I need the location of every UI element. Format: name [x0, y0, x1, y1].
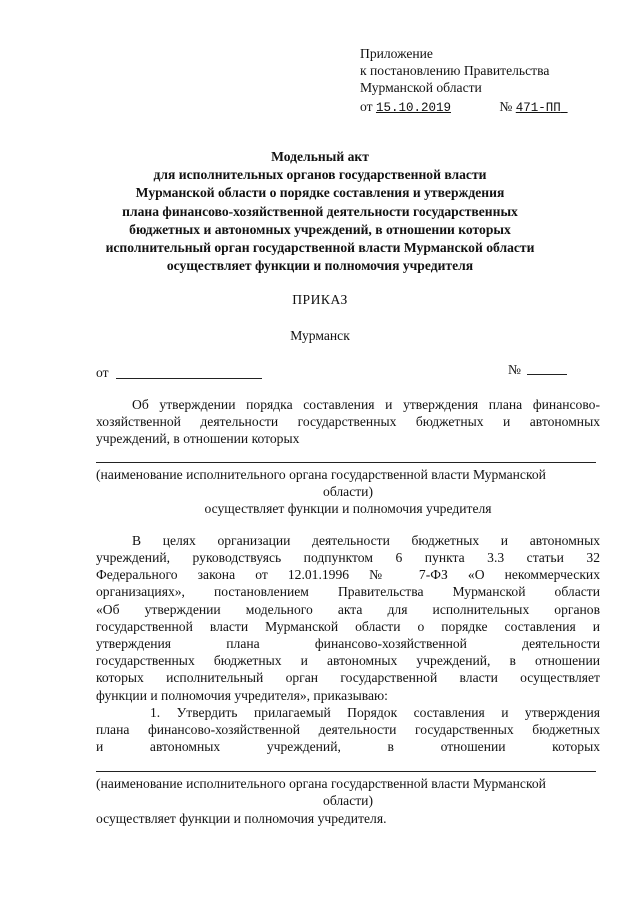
subject-line: учреждений, в отношении которых: [96, 431, 300, 446]
subject-line: хозяйственной деятельности государственных бюджетных и автономных: [96, 414, 600, 429]
body-line: 1. Утвердить прилагаемый Порядок составления и утверждения: [150, 705, 600, 720]
body-line: государственных бюджетных и автономных учреждений, в отношении: [96, 653, 600, 668]
body-line: В целях организации деятельности бюджетных и автономных: [132, 533, 600, 548]
body-blank-line: [96, 771, 596, 772]
subject-line: Об утверждении порядка составления и утверждения плана финансово-: [132, 397, 600, 412]
body-line: учреждений, руководствуясь подпунктом 6 пункта 3.3 статьи 32: [96, 550, 600, 565]
title-line: для исполнительных органов государственной власти: [153, 167, 487, 182]
order-city: Мурманск: [290, 328, 350, 343]
body-line: плана финансово-хозяйственной деятельности государственных бюджетных: [96, 722, 600, 737]
title-line: бюджетных и автономных учреждений, в отношении которых: [129, 222, 511, 237]
body-line: осуществляет функции и полномочия учредителя.: [96, 811, 387, 826]
title-line: плана финансово-хозяйственной деятельности государственных: [122, 204, 518, 219]
subject-hint: области): [323, 484, 373, 499]
body-line: функции и полномочия учредителя», приказываю:: [96, 688, 388, 703]
title-line: исполнительный орган государственной власти Мурманской области: [105, 240, 535, 255]
body-line: которых исполнительный орган государственной власти осуществляет: [96, 670, 600, 685]
appendix-number: 471-ПП: [515, 101, 561, 115]
body-hint: области): [323, 793, 373, 808]
appendix-line: Приложение: [360, 46, 433, 61]
title-line: осуществляет функции и полномочия учредителя: [166, 258, 474, 273]
subject-line: осуществляет функции и полномочия учредителя: [204, 501, 492, 516]
order-from-label: от: [96, 365, 109, 380]
appendix-date: 15.10.2019: [375, 101, 451, 115]
order-number-blank: [527, 374, 567, 375]
subject-hint: (наименование исполнительного органа государственной власти Мурманской: [96, 467, 546, 482]
appendix-line: Мурманской области: [360, 80, 482, 95]
body-line: Федерального закона от 12.01.1996 № 7-ФЗ «О некоммерческих: [96, 567, 600, 582]
body-line: организациях», постановлением Правительства Мурманской области: [96, 584, 600, 599]
order-date-blank: [116, 378, 262, 379]
title-line: Мурманской области о порядке составления и утверждения: [135, 185, 505, 200]
body-hint: (наименование исполнительного органа государственной власти Мурманской: [96, 776, 546, 791]
appendix-line: к постановлению Правительства: [360, 63, 550, 78]
appendix-number-sign: №: [499, 99, 513, 114]
title-line: Модельный акт: [271, 149, 369, 164]
body-line: и автономных учреждений, в отношении которых: [96, 739, 600, 754]
body-line: «Об утверждении модельного акта для исполнительных органов: [96, 602, 600, 617]
body-line: утверждения плана финансово-хозяйственной деятельности: [96, 636, 600, 651]
subject-blank-line: [96, 462, 596, 463]
body-line: государственной власти Мурманской области о порядке составления и: [96, 619, 600, 634]
order-number-sign: №: [508, 362, 521, 377]
order-heading: ПРИКАЗ: [292, 292, 348, 307]
appendix-from-label: от: [360, 99, 373, 114]
appendix-date-row: [360, 99, 568, 116]
